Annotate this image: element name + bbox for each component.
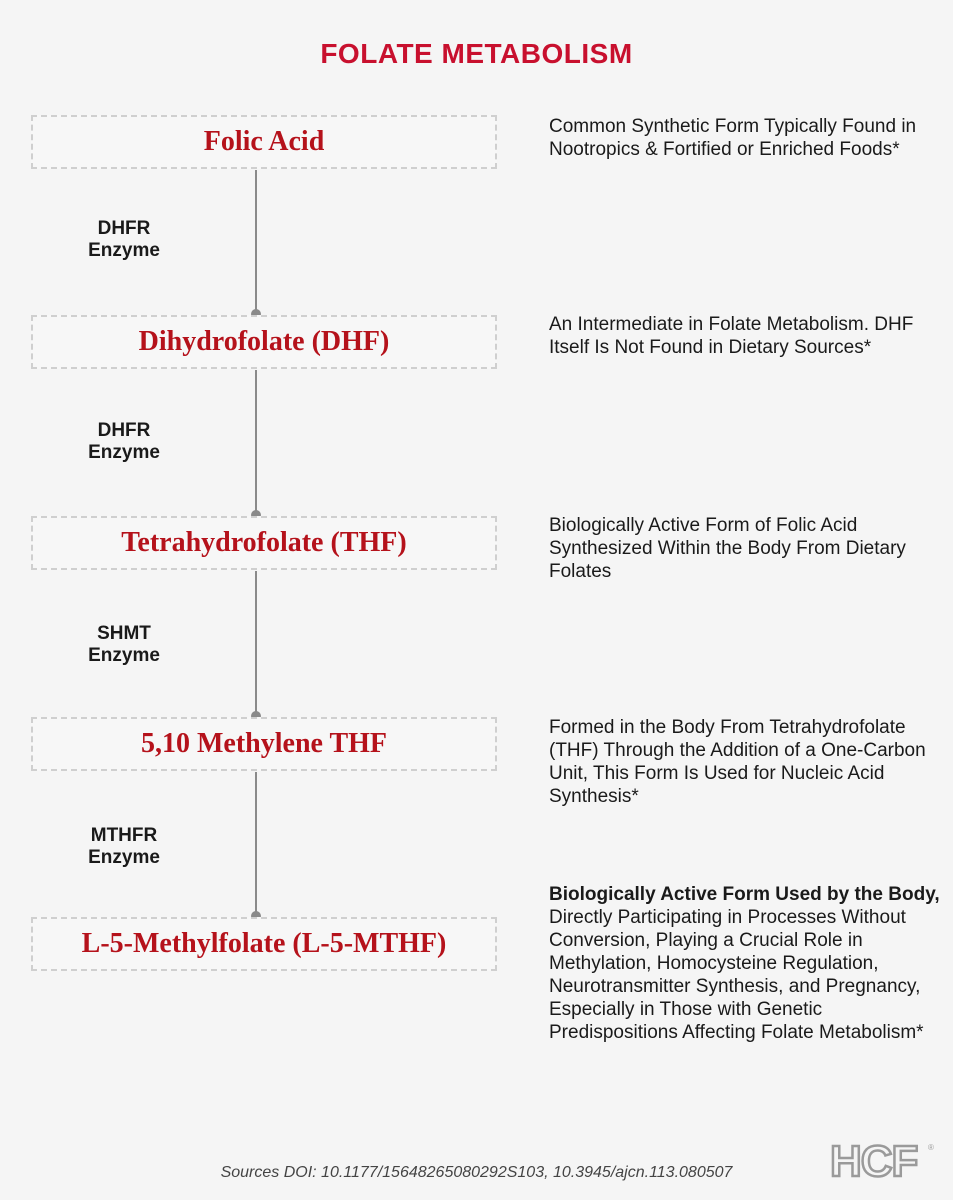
enzyme-label-dhfr: [74, 420, 174, 464]
step-name: 5,10 Methylene THF: [140, 728, 387, 759]
registered-mark-icon: ®: [928, 1143, 934, 1152]
step-box-folic-acid: [31, 115, 497, 169]
enzyme-label-dhfr: [74, 218, 174, 262]
step-description: Common Synthetic Form Typically Found in Nootropics & Fortified or Enriched Foods*: [549, 116, 917, 160]
enzyme-name: MTHFR: [90, 825, 158, 846]
sources-citation: Sources DOI: 10.1177/15648265080292S103, 10.3945/ajcn.113.080507: [220, 1164, 733, 1181]
step-description-bold: Biologically Active Form Used by the Body,: [549, 884, 940, 905]
enzyme-suffix: Enzyme: [88, 240, 160, 261]
diagram-title: FOLATE METABOLISM: [320, 38, 633, 69]
step-description-rest: Directly Participating in Processes Without Conversion, Playing a Crucial Role in Methylation, Homocysteine Regulation, Neurotransmitter Synthesis, and Pregnancy, Especially in Those with Genetic Predispositions Affecting Folate Metabolism*: [549, 907, 924, 1043]
connector-line: [255, 772, 257, 916]
step-name: Folic Acid: [203, 126, 325, 157]
step-box-methylene-thf: [31, 717, 497, 771]
enzyme-name: SHMT: [97, 623, 151, 644]
step-name: Dihydrofolate (DHF): [138, 326, 390, 357]
step-name: Tetrahydrofolate (THF): [121, 527, 407, 558]
step-description: [549, 883, 944, 1044]
step-description: Biologically Active Form of Folic Acid Synthesized Within the Body From Dietary Folates: [549, 515, 906, 582]
enzyme-label-shmt: [74, 623, 174, 667]
step-description: Formed in the Body From Tetrahydrofolate (THF) Through the Addition of a One-Carbon Unit, This Form Is Used for Nucleic Acid Synthesis*: [549, 717, 926, 807]
connector-line: [255, 170, 257, 314]
step-box-l-5-methylfolate: [31, 917, 497, 971]
connector-line: [255, 571, 257, 716]
enzyme-suffix: Enzyme: [88, 645, 160, 666]
step-description: An Intermediate in Folate Metabolism. DHF Itself Is Not Found in Dietary Sources*: [549, 314, 914, 358]
connector-line: [255, 370, 257, 515]
step-box-dihydrofolate: [31, 315, 497, 369]
step-name: L-5-Methylfolate (L-5-MTHF): [81, 928, 447, 959]
enzyme-name: DHFR: [97, 420, 151, 441]
hcf-logo: [830, 1138, 934, 1180]
enzyme-suffix: Enzyme: [88, 847, 160, 868]
enzyme-name: DHFR: [97, 218, 151, 239]
enzyme-suffix: Enzyme: [88, 442, 160, 463]
enzyme-label-mthfr: [74, 825, 174, 869]
logo-text: HCF: [830, 1138, 918, 1180]
step-box-tetrahydrofolate: [31, 516, 497, 570]
